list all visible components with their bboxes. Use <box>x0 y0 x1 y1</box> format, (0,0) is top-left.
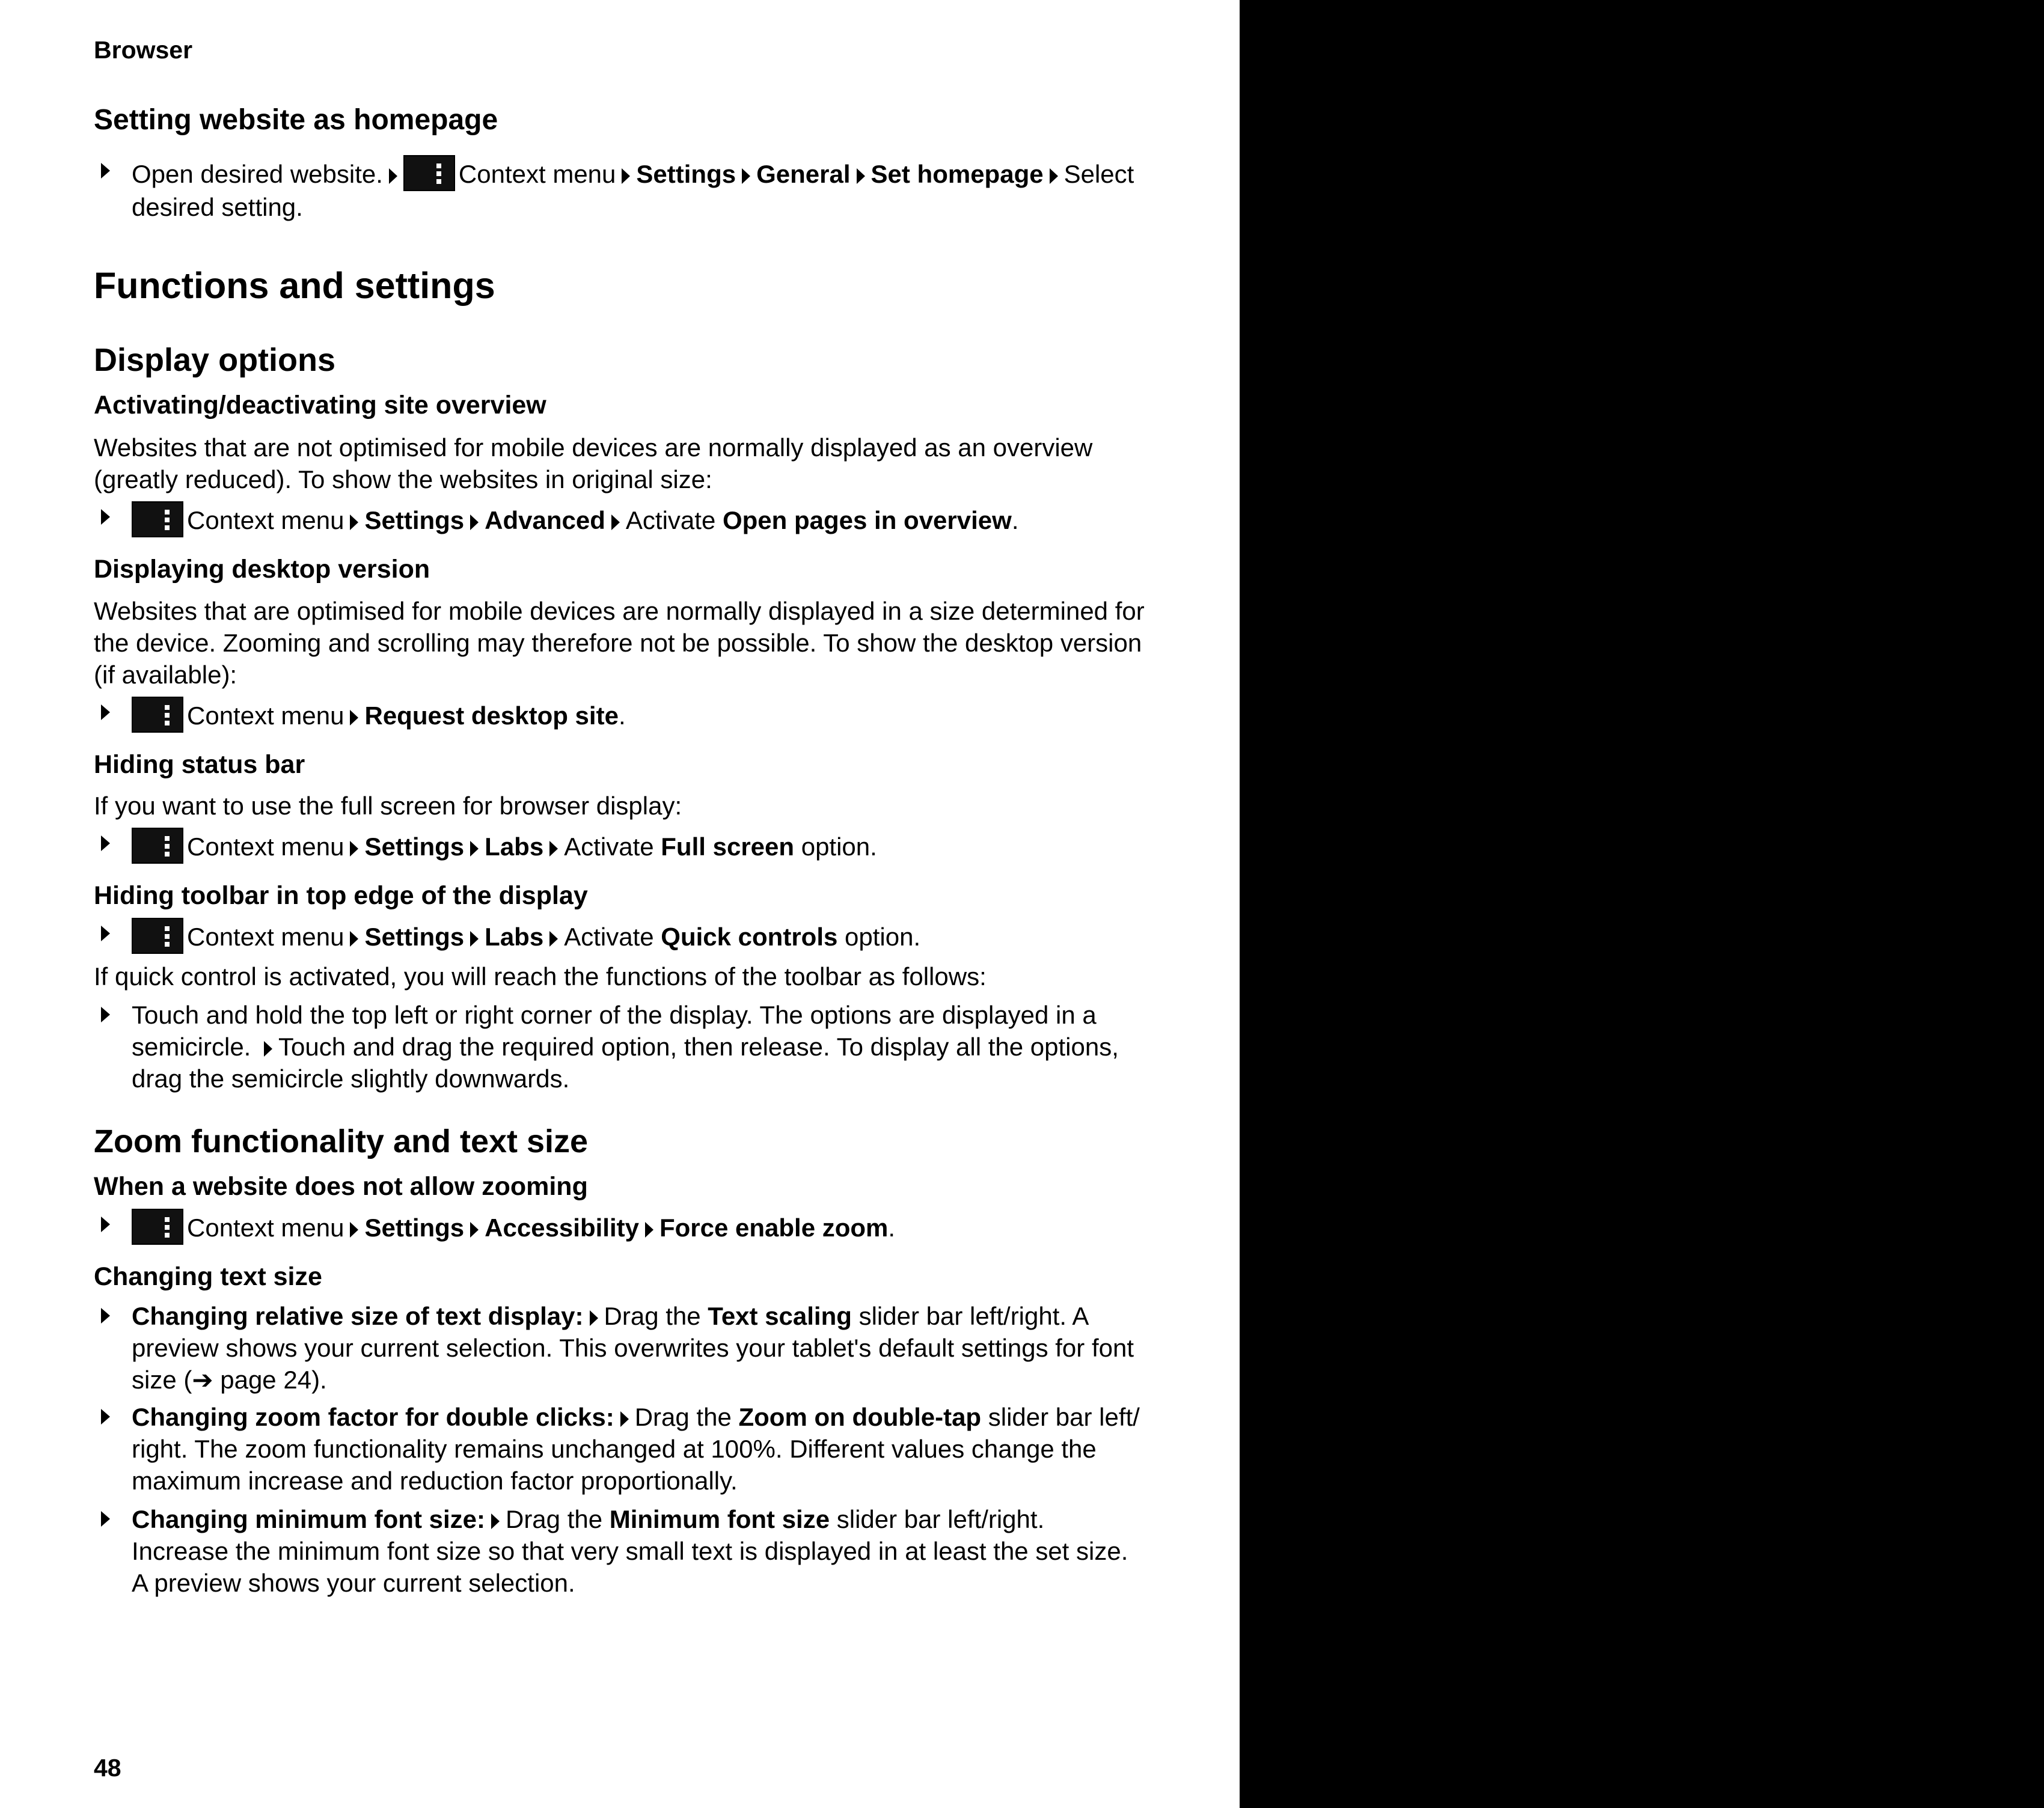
subsection-title-status-bar: Hiding status bar <box>94 750 305 779</box>
step-arrow-icon <box>470 1222 479 1238</box>
step-arrow-icon <box>470 931 479 947</box>
step-arrow-icon <box>264 1041 272 1057</box>
step-minimum-font-size: Changing minimum font size: Drag the Minimum font size slider bar left/right. Increase the minimum font size so that very small text is displayed in at least the set size. A preview shows your current selection. <box>94 1503 1146 1599</box>
step-bullet-icon <box>101 1007 110 1022</box>
step-bullet-icon <box>101 509 110 525</box>
context-menu-icon <box>132 1209 183 1245</box>
context-menu-icon <box>132 501 183 537</box>
step-arrow-icon <box>742 168 750 184</box>
step-bullet-icon <box>101 704 110 720</box>
paragraph-status-bar: If you want to use the full screen for browser display: <box>94 792 682 820</box>
step-arrow-icon <box>350 841 358 857</box>
step-arrow-icon <box>350 710 358 725</box>
step-arrow-icon <box>590 1310 598 1326</box>
step-arrow-icon <box>549 931 558 947</box>
black-side-panel <box>1240 0 2044 1808</box>
step-bullet-icon <box>101 1511 110 1527</box>
step-arrow-icon <box>549 841 558 857</box>
step-site-overview: Context menu Settings Advanced Activate Open pages in overview. <box>94 501 1146 537</box>
step-zoom-double-tap: Changing zoom factor for double clicks: Drag the Zoom on double-tap slider bar left/ right. The zoom functionality remains unchanged at 100%. Different values change the maximum increase and reduction factor proportionally. <box>94 1401 1146 1497</box>
context-menu-icon <box>132 828 183 864</box>
step-desktop-version: Context menu Request desktop site. <box>94 697 1146 733</box>
step-arrow-icon <box>611 515 620 530</box>
step-bullet-icon <box>101 1217 110 1232</box>
step-set-homepage: Open desired website. Context menu Settings General Set homepage Select desired setting. <box>94 155 1146 223</box>
step-bullet-icon <box>101 835 110 851</box>
step-arrow-icon <box>491 1513 500 1529</box>
step-arrow-icon <box>645 1222 653 1238</box>
right-arrow-icon: ➔ <box>192 1366 213 1394</box>
step-arrow-icon <box>622 168 630 184</box>
paragraph-quick-control: If quick control is activated, you will reach the functions of the toolbar as follows: <box>94 962 987 991</box>
step-arrow-icon <box>389 168 397 184</box>
step-arrow-icon <box>470 841 479 857</box>
step-bullet-icon <box>101 1409 110 1425</box>
page-reference-link[interactable]: page 24 <box>220 1366 312 1394</box>
step-arrow-icon <box>620 1411 629 1427</box>
context-menu-icon <box>403 155 455 191</box>
step-bullet-icon <box>101 1308 110 1324</box>
section-title-homepage: Setting website as homepage <box>94 104 498 136</box>
subsection-title-site-overview: Activating/deactivating site overview <box>94 391 546 420</box>
paragraph-site-overview: Websites that are not optimised for mobile devices are normally displayed as an overview (greatly reduced). To show the websites in original size: <box>94 433 1093 493</box>
step-toolbar: Context menu Settings Labs Activate Quick controls option. <box>94 918 1146 954</box>
context-menu-icon <box>132 918 183 954</box>
subsection-title-text-size: Changing text size <box>94 1262 322 1291</box>
step-status-bar: Context menu Settings Labs Activate Full screen option. <box>94 828 1146 864</box>
step-arrow-icon <box>350 931 358 947</box>
step-arrow-icon <box>350 1222 358 1238</box>
subsection-title-desktop-version: Displaying desktop version <box>94 555 430 584</box>
subsection-title-force-zoom: When a website does not allow zooming <box>94 1172 588 1201</box>
paragraph-desktop-version: Websites that are optimised for mobile devices are normally displayed in a size determined for the device. Zooming and scrolling may therefore not be possible. To show the desktop version (if available): <box>94 597 1145 689</box>
step-bullet-icon <box>101 163 110 179</box>
section-title-zoom: Zoom functionality and text size <box>94 1123 589 1159</box>
step-arrow-icon <box>350 515 358 530</box>
step-arrow-icon <box>470 515 479 530</box>
subsection-title-toolbar: Hiding toolbar in top edge of the display <box>94 881 588 910</box>
step-quick-control: Touch and hold the top left or right corner of the display. The options are displayed in a semicircle. Touch and drag the required option, then release. To display all the options, drag the semicircle slightly downwards. <box>94 999 1146 1095</box>
running-title: Browser <box>94 36 193 64</box>
context-menu-icon <box>132 697 183 733</box>
step-arrow-icon <box>1050 168 1058 184</box>
step-bullet-icon <box>101 926 110 941</box>
page-number: 48 <box>94 1754 121 1782</box>
section-title-display-options: Display options <box>94 342 336 378</box>
step-relative-text-size: Changing relative size of text display: Drag the Text scaling slider bar left/right. A preview shows your current selection. This overwrites your tablet's default settings for font size (➔ page 24). <box>94 1300 1146 1396</box>
step-force-zoom: Context menu Settings Accessibility Force enable zoom. <box>94 1209 1146 1245</box>
chapter-title: Functions and settings <box>94 265 495 306</box>
step-arrow-icon <box>857 168 865 184</box>
